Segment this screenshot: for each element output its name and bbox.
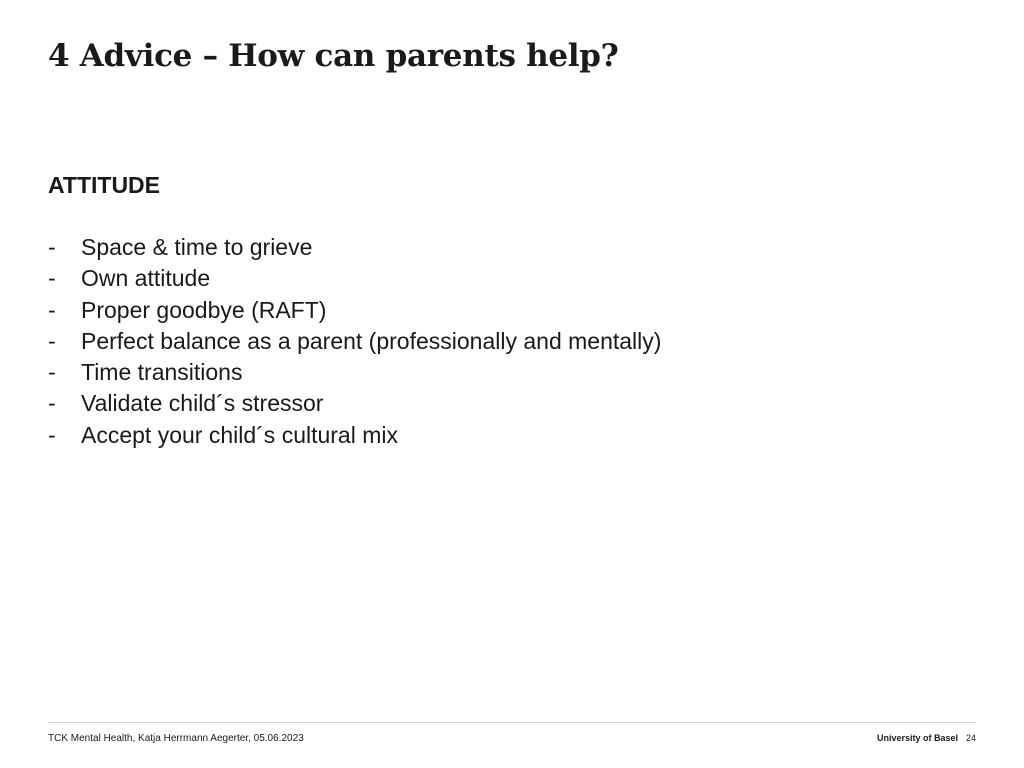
list-item-text: Accept your child´s cultural mix bbox=[81, 421, 398, 448]
list-item bbox=[48, 420, 661, 451]
footer-presentation-info: TCK Mental Health, Katja Herrmann Aegerter, 05.06.2023 bbox=[48, 733, 304, 744]
bullet-marker: - bbox=[48, 296, 56, 323]
footer-branding bbox=[877, 733, 976, 743]
bullet-marker: - bbox=[48, 421, 56, 448]
list-item-text: Time transitions bbox=[81, 359, 243, 386]
page-number: 24 bbox=[965, 733, 976, 743]
footer-divider bbox=[48, 722, 976, 723]
bullet-marker: - bbox=[48, 234, 56, 260]
bullet-marker: - bbox=[48, 390, 56, 417]
bullet-list bbox=[48, 232, 661, 451]
list-item-text: Perfect balance as a parent (professionally and mentally) bbox=[81, 327, 662, 354]
section-heading: ATTITUDE bbox=[48, 172, 161, 198]
list-item-text: Own attitude bbox=[81, 265, 211, 292]
list-item-text: Proper goodbye (RAFT) bbox=[81, 296, 327, 323]
list-item bbox=[48, 388, 661, 419]
bullet-marker: - bbox=[48, 265, 56, 292]
list-item bbox=[48, 295, 661, 326]
list-item-text: Space & time to grieve bbox=[81, 234, 313, 260]
list-item-text: Validate child´s stressor bbox=[81, 390, 324, 417]
list-item bbox=[48, 357, 661, 388]
bullet-marker: - bbox=[48, 327, 56, 354]
bullet-marker: - bbox=[48, 359, 56, 386]
footer-organization: University of Basel bbox=[876, 733, 958, 743]
slide-title: 4 Advice – How can parents help? bbox=[48, 38, 619, 74]
list-item bbox=[48, 232, 661, 263]
list-item bbox=[48, 263, 661, 294]
list-item bbox=[48, 326, 661, 357]
